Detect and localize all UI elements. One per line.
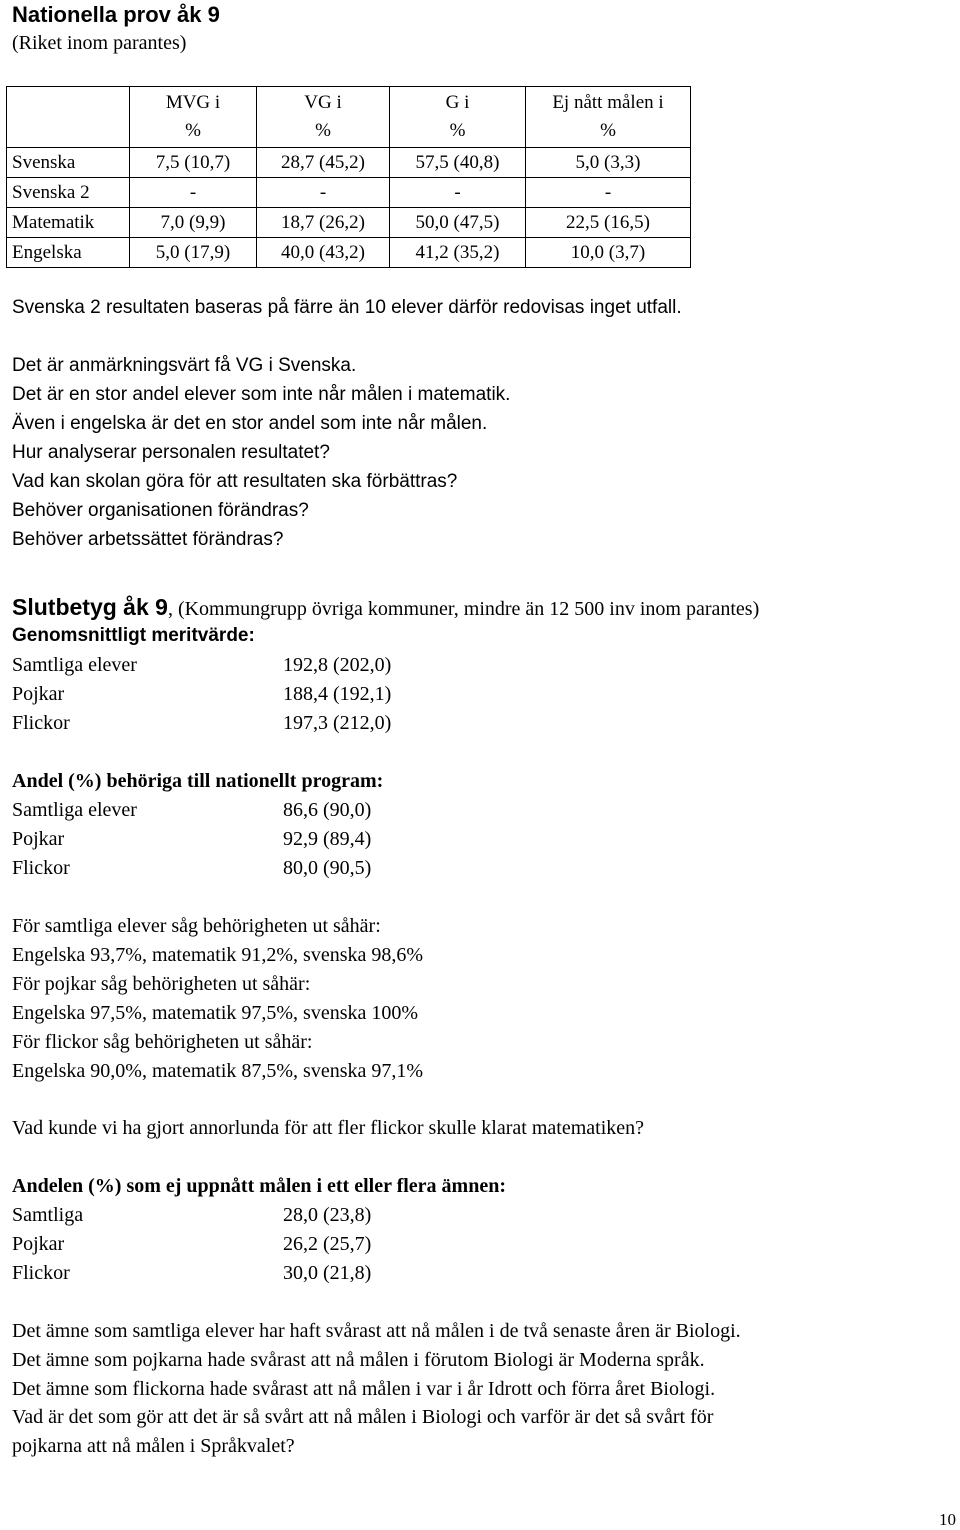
meritvarde-heading: Genomsnittligt meritvärde: (12, 625, 255, 646)
meritvarde-value: 197,3 (212,0) (283, 712, 392, 734)
table-cell-subject: Svenska (7, 148, 130, 178)
table-cell: 40,0 (43,2) (257, 238, 390, 268)
closing-line: pojkarna att nå målen i Språkvalet? (12, 1435, 295, 1457)
behorighet-line: För flickor såg behörigheten ut såhär: (12, 1031, 313, 1053)
table-cell-subject: Engelska (7, 238, 130, 268)
behoriga-label: Pojkar (12, 828, 65, 850)
ej-uppnatt-value: 26,2 (25,7) (283, 1233, 372, 1255)
table-cell: 28,7 (45,2) (257, 148, 390, 178)
table-cell: 18,7 (26,2) (257, 208, 390, 238)
ej-uppnatt-label: Pojkar (12, 1233, 65, 1255)
meritvarde-value: 188,4 (192,1) (283, 683, 392, 705)
table-header-cell: VG i % (257, 87, 390, 148)
table-row (7, 208, 691, 238)
table-cell: - (257, 178, 390, 208)
note-line: Hur analyserar personalen resultatet? (12, 442, 330, 463)
table-header-cell: G i % (390, 87, 526, 148)
table-cell: 41,2 (35,2) (390, 238, 526, 268)
slutbetyg-heading: Slutbetyg åk 9 (12, 594, 168, 620)
page-title: Nationella prov åk 9 (12, 2, 220, 27)
svenska2-note: Svenska 2 resultaten baseras på färre än 10 elever därför redovisas inget utfall. (12, 297, 682, 318)
question-girls-math: Vad kunde vi ha gjort annorlunda för att fler flickor skulle klarat matematiken? (12, 1117, 645, 1139)
meritvarde-value: 192,8 (202,0) (283, 654, 392, 676)
behorighet-line: Engelska 90,0%, matematik 87,5%, svenska 97,1% (12, 1060, 424, 1082)
table-row (7, 238, 691, 268)
table-header-cell: MVG i % (130, 87, 257, 148)
ej-uppnatt-label: Samtliga (12, 1204, 84, 1226)
ej-uppnatt-value: 28,0 (23,8) (283, 1204, 372, 1226)
behoriga-heading: Andel (%) behöriga till nationellt program: (12, 770, 384, 792)
results-table (6, 86, 691, 268)
behorighet-line: Engelska 97,5%, matematik 97,5%, svenska 100% (12, 1002, 419, 1024)
note-line: Det är anmärkningsvärt få VG i Svenska. (12, 355, 357, 376)
behoriga-value: 86,6 (90,0) (283, 799, 372, 821)
slutbetyg-heading-line (12, 594, 759, 621)
table-header-cell (7, 87, 130, 148)
behoriga-label: Samtliga elever (12, 799, 137, 821)
table-row (7, 148, 691, 178)
meritvarde-label: Samtliga elever (12, 654, 137, 676)
note-line: Behöver arbetssättet förändras? (12, 529, 284, 550)
table-cell: 50,0 (47,5) (390, 208, 526, 238)
note-line: Även i engelska är det en stor andel som inte når målen. (12, 413, 488, 434)
ej-uppnatt-label: Flickor (12, 1262, 70, 1284)
behorighet-line: För samtliga elever såg behörigheten ut såhär: (12, 915, 381, 937)
closing-line: Det ämne som samtliga elever har haft svårast att nå målen i de två senaste åren är Biologi. (12, 1320, 741, 1342)
slutbetyg-heading-sub: , (Kommungrupp övriga kommuner, mindre än 12 500 inv inom parantes) (167, 598, 760, 620)
behoriga-value: 92,9 (89,4) (283, 828, 372, 850)
table-cell: 7,0 (9,9) (130, 208, 257, 238)
table-cell: - (130, 178, 257, 208)
table-cell: - (390, 178, 526, 208)
closing-line: Det ämne som flickorna hade svårast att nå målen i var i år Idrott och förra året Biologi. (12, 1378, 716, 1400)
table-cell: 10,0 (3,7) (526, 238, 691, 268)
ej-uppnatt-heading: Andelen (%) som ej uppnått målen i ett eller flera ämnen: (12, 1175, 507, 1197)
note-line: Behöver organisationen förändras? (12, 500, 309, 521)
table-cell: 7,5 (10,7) (130, 148, 257, 178)
behorighet-line: För pojkar såg behörigheten ut såhär: (12, 973, 311, 995)
behoriga-value: 80,0 (90,5) (283, 857, 372, 879)
table-cell-subject: Svenska 2 (7, 178, 130, 208)
meritvarde-label: Pojkar (12, 683, 65, 705)
note-line: Det är en stor andel elever som inte når målen i matematik. (12, 384, 511, 405)
table-cell: 5,0 (3,3) (526, 148, 691, 178)
page-number: 10 (939, 1510, 956, 1529)
closing-line: Det ämne som pojkarna hade svårast att nå målen i förutom Biologi är Moderna språk. (12, 1349, 705, 1371)
table-header-cell: Ej nått målen i % (526, 87, 691, 148)
behoriga-label: Flickor (12, 857, 70, 879)
ej-uppnatt-value: 30,0 (21,8) (283, 1262, 372, 1284)
behorighet-line: Engelska 93,7%, matematik 91,2%, svenska 98,6% (12, 944, 424, 966)
table-cell: 22,5 (16,5) (526, 208, 691, 238)
table-cell: 57,5 (40,8) (390, 148, 526, 178)
closing-line: Vad är det som gör att det är så svårt att nå målen i Biologi och varför är det så svårt för (12, 1406, 714, 1428)
page-subtitle: (Riket inom parantes) (12, 32, 187, 54)
table-cell-subject: Matematik (7, 208, 130, 238)
table-row (7, 178, 691, 208)
table-cell: 5,0 (17,9) (130, 238, 257, 268)
table-cell: - (526, 178, 691, 208)
table-header-row (7, 87, 691, 148)
meritvarde-label: Flickor (12, 712, 70, 734)
note-line: Vad kan skolan göra för att resultaten ska förbättras? (12, 471, 458, 492)
